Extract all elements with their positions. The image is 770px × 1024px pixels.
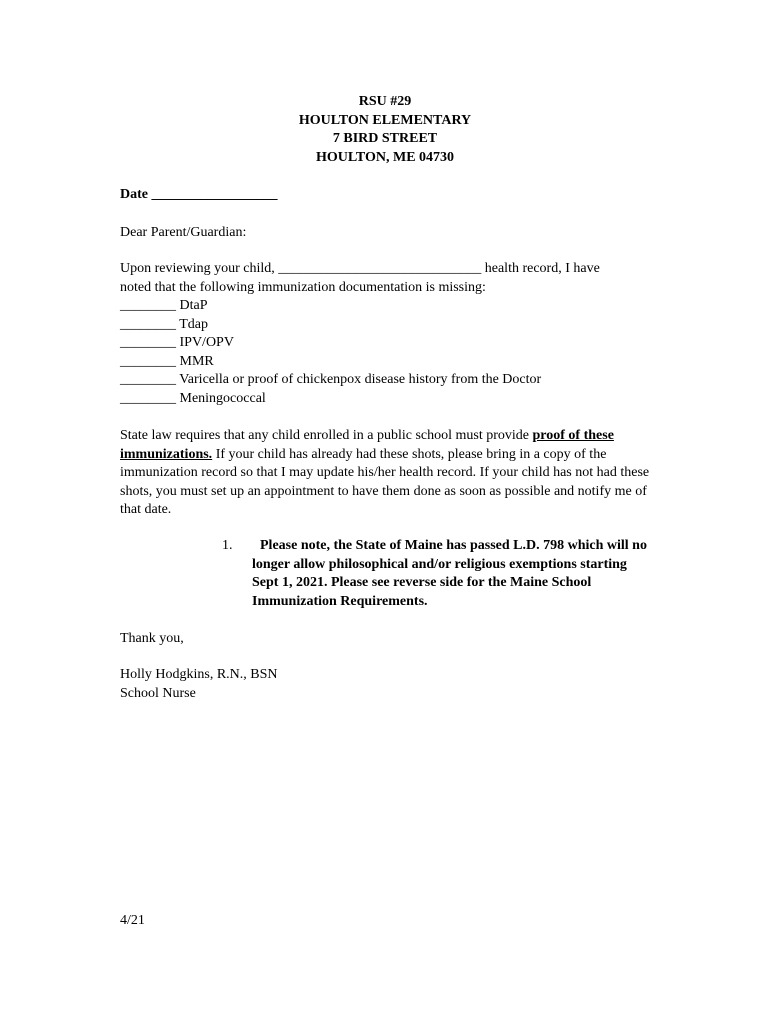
school-name: HOULTON ELEMENTARY — [298, 112, 472, 128]
intro-paragraph — [120, 260, 650, 297]
proof-emphasis: proof of these immunizations. — [120, 428, 614, 462]
salutation: Dear Parent/Guardian: — [120, 225, 247, 240]
list-item: ________ Meningococcal — [120, 390, 266, 406]
note-text: Please note, the State of Maine has passed L.D. 798 which will no longer allow philosophical and/or religious exemptions starting Sept 1, 2021. Please see reverse side for the Maine School Immunization Requirements. — [252, 538, 647, 609]
list-item: ________ MMR — [120, 353, 214, 369]
closing: Thank you, — [120, 631, 184, 646]
revision-date: 4/21 — [120, 913, 145, 928]
district-name: RSU #29 — [358, 94, 412, 109]
list-item: ________ IPV/OPV — [120, 335, 234, 350]
street-address: 7 BIRD STREET — [332, 131, 438, 146]
intro-line-1: Upon reviewing your child, _____________________________ health record, I have — [120, 261, 600, 276]
signature-block — [120, 666, 650, 703]
list-item: ________ Varicella or proof of chickenpox disease history from the Doctor — [120, 372, 542, 387]
signer-name: Holly Hodgkins, R.N., BSN — [120, 667, 278, 682]
missing-immunization-list — [120, 297, 650, 408]
signer-title: School Nurse — [120, 685, 196, 701]
list-item: ________ DtaP — [120, 298, 208, 313]
city-state-zip: HOULTON, ME 04730 — [315, 149, 455, 165]
intro-line-2: noted that the following immunization documentation is missing: — [120, 279, 486, 295]
list-item: ________ Tdap — [120, 316, 209, 332]
date-field: Date __________________ — [120, 187, 278, 202]
note-number: 1. — [222, 538, 233, 553]
state-law-paragraph — [120, 427, 652, 520]
state-law-details: If your child has already had these shots, please bring in a copy of the immunization record so that I may update his/her health record. If your child has not had these shots, you must set up an appointment to have them done as soon as possible and notify me of that date. — [120, 446, 650, 517]
letterhead — [0, 93, 770, 167]
state-law-text — [120, 427, 652, 520]
state-law-intro: State law requires that any child enrolled in a public school must provide — [120, 428, 533, 443]
